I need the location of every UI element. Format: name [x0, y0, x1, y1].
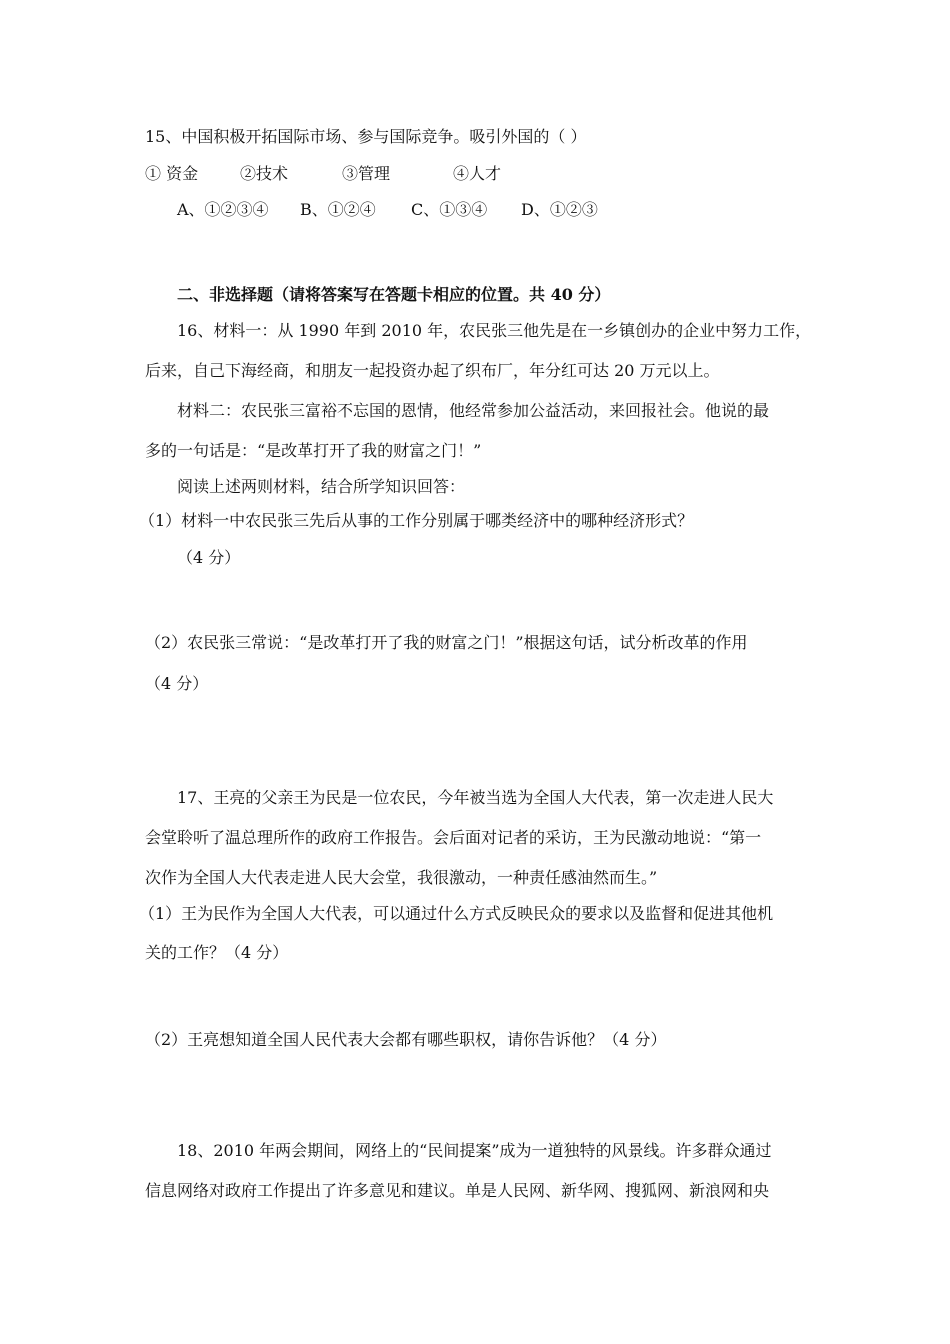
- q16-material1-line2: 后来，自己下海经商，和朋友一起投资办起了织布厂，年分红可达 20 万元以上。: [145, 361, 720, 380]
- q16-sub-question-2: （2）农民张三常说：“是改革打开了我的财富之门！”根据这句话，试分析改革的作用: [145, 633, 748, 652]
- q15-item-3: ③管理: [342, 164, 391, 183]
- q15-choice-b: B、①②④: [300, 200, 376, 219]
- q16-sub-question-1-score: （4 分）: [177, 548, 241, 567]
- q16-instruction: 阅读上述两则材料，结合所学知识回答：: [177, 477, 466, 496]
- q18-line2: 信息网络对政府工作提出了许多意见和建议。单是人民网、新华网、搜狐网、新浪网和央: [145, 1181, 770, 1200]
- q17-sub-question-2: （2）王亮想知道全国人民代表大会都有哪些职权，请你告诉他？（4 分）: [145, 1030, 667, 1049]
- q15-item-4: ④人才: [453, 164, 502, 183]
- q15-item-1: ① 资金: [145, 164, 199, 183]
- q15-stem: 15、中国积极开拓国际市场、参与国际竞争。吸引外国的（ ）: [145, 127, 587, 146]
- q16-sub-question-1: （1）材料一中农民张三先后从事的工作分别属于哪类经济中的哪种经济形式？: [139, 511, 694, 530]
- q16-material1-line1: 16、材料一：从 1990 年到 2010 年，农民张三他先是在一乡镇创办的企业中努力工作，: [177, 321, 812, 340]
- q17-sub-question-1-line1: （1）王为民作为全国人大代表，可以通过什么方式反映民众的要求以及监督和促进其他机: [139, 904, 774, 923]
- q16-material2-line1: 材料二：农民张三富裕不忘国的恩情，他经常参加公益活动，来回报社会。他说的最: [177, 401, 770, 420]
- q17-sub-question-1-line2: 关的工作？（4 分）: [145, 943, 289, 962]
- q17-line2: 会堂聆听了温总理所作的政府工作报告。会后面对记者的采访，王为民激动地说：“第一: [145, 828, 762, 847]
- q15-choice-a: A、①②③④: [177, 200, 269, 219]
- q15-items: [145, 164, 501, 184]
- q17-line1: 17、王亮的父亲王为民是一位农民，今年被当选为全国人大代表，第一次走进人民大: [177, 788, 774, 807]
- q16-material2-line2: 多的一句话是：“是改革打开了我的财富之门！”: [145, 441, 482, 460]
- q18-line1: 18、2010 年两会期间，网络上的“民间提案”成为一道独特的风景线。许多群众通过: [177, 1141, 772, 1160]
- q15-choices: [177, 200, 598, 220]
- q17-line3: 次作为全国人大代表走进人民大会堂，我很激动，一种责任感油然而生。”: [145, 868, 658, 887]
- q15-item-2: ②技术: [240, 164, 289, 183]
- section-heading: 二、非选择题（请将答案写在答题卡相应的位置。共 40 分）: [177, 285, 611, 304]
- q15-choice-d: D、①②③: [521, 200, 598, 219]
- q15-choice-c: C、①③④: [411, 200, 488, 219]
- q16-sub-question-2-score: （4 分）: [145, 674, 209, 693]
